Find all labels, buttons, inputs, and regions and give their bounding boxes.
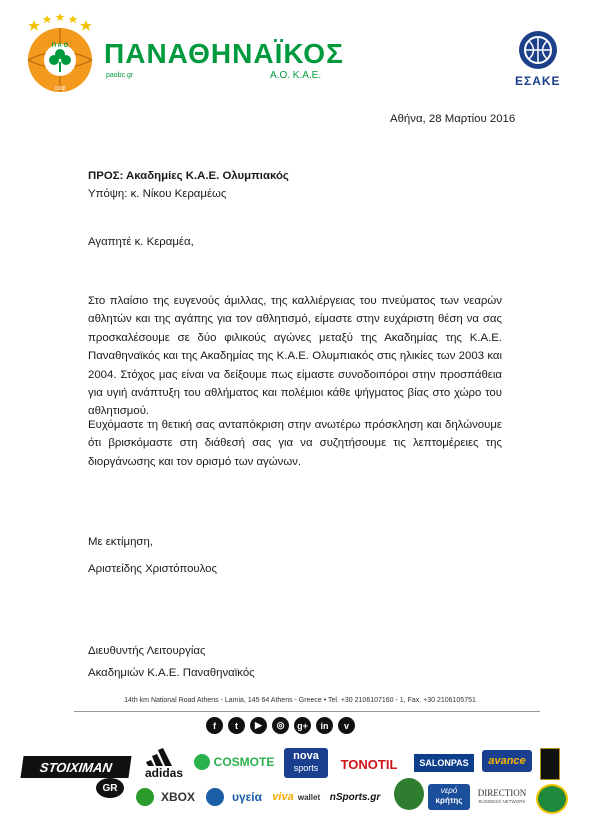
sponsor-nova-sports-logo (284, 748, 328, 778)
sponsor-nero-kritis-logo (428, 784, 470, 810)
letter-date: Αθήνα, 28 Μαρτίου 2016 (390, 113, 516, 125)
signer-title-line1: Διευθυντής Λειτουργίας (88, 645, 206, 657)
crest-year: 1908 (54, 86, 66, 92)
googleplus-icon[interactable]: g+ (294, 717, 311, 734)
sponsor-avance-logo: avance (482, 750, 532, 772)
greeting: Αγαπητέ κ. Κεραμέα, (88, 236, 194, 248)
sponsor-direction-logo (474, 788, 530, 808)
body-paragraph-1: Στο πλαίσιο της ευγενούς άμιλλας, της καλλιέργειας του πνεύματος των νεαρών αθλητών και της αγάπης για τον αθλητισμό, είμαστε στην ευχάριστη θέση να σας προσκαλέσουμε σε δύο φιλικούς αγώνες μεταξύ της Ακαδημίας της Κ.Α.Ε. Παναθηναϊκός και της Ακαδημίας της Κ.Α.Ε. Ολυμπιακός στις ηλικίες των 2003 και 2004. Στόχος μας είναι να δείξουμε πως είμαστε συνοδοιπόροι στην προσπάθεια για υγιή ανάπτυξη του αθλήματος και πολέμιοι κάθε ψήγματος βίας στο χώρο του αθλητισμού. (88, 295, 502, 418)
esake-label: ΕΣΑΚΕ (515, 74, 561, 88)
direction-label: DIRECTION (477, 788, 527, 798)
sponsor-wallet-label: wallet (297, 792, 321, 802)
facebook-icon[interactable]: f (206, 717, 223, 734)
linkedin-icon[interactable]: in (316, 717, 333, 734)
sponsor-stoiximan-logo: STOIXIMAN (20, 756, 131, 778)
business-network-label: BUSINESS NETWORK (478, 799, 526, 804)
closing: Με εκτίμηση, (88, 536, 153, 548)
kritis-label: κρήτης (435, 796, 463, 805)
sponsor-crest-logo (540, 748, 560, 780)
body-paragraph-2: Ευχόμαστε τη θετική σας ανταπόκριση στην ανωτέρω πρόσκληση και δηλώνουμε ότι βρισκόμαστε στη διάθεσή σας για να συζητήσουμε τις λεπτομέρειες της διοργάνωσης και τον ορισμό των αγώνων. (88, 419, 502, 468)
footer-address: 14th km National Road Athens - Lamia, 145 64 Athens - Greece • Tel. +30 2106107160 - 1, Fax. +30 2106105751 (124, 697, 476, 704)
sponsor-adidas-logo: adidas (144, 766, 183, 780)
cosmote-icon (194, 754, 210, 770)
signer-name: Αριστείδης Χριστόπουλος (88, 563, 217, 575)
recipient-line: ΠΡΟΣ: Ακαδημίες Κ.Α.Ε. Ολυμπιακός (88, 170, 289, 182)
twitter-icon[interactable]: t (228, 717, 245, 734)
sponsor-xbox-logo: XBOX (160, 790, 195, 804)
adidas-stripes-icon (146, 744, 180, 766)
vine-icon[interactable]: v (338, 717, 355, 734)
attention-line: Υπόψη: κ. Νίκου Κεραμέως (88, 188, 227, 200)
instagram-icon[interactable]: ◎ (272, 717, 289, 734)
nero-label: νερό (440, 786, 458, 795)
nova-label: nova (293, 750, 319, 762)
xbox-icon (136, 788, 154, 806)
crest-letters: Π Α Ο (51, 43, 69, 49)
footer-divider (74, 711, 540, 712)
sponsor-paoshop-logo (536, 784, 568, 814)
social-icons-bar (206, 717, 355, 734)
panathinaikos-crest-logo (20, 14, 100, 94)
sponsor-stoiximan-gr-badge: GR (96, 778, 124, 798)
esake-logo-icon (518, 30, 558, 70)
sponsor-ygeia-logo: υγεία (231, 790, 263, 804)
club-name: ΠΑΝΑΘΗΝΑΪΚΟΣ (104, 38, 344, 69)
youtube-icon[interactable]: ▶ (250, 717, 267, 734)
sponsor-onsports-logo: nSports.gr (329, 791, 381, 803)
sports-label: sports (293, 763, 319, 773)
sponsor-tonotil-logo: TONOTIL (340, 756, 398, 772)
sponsor-salonpas-logo: SALONPAS (414, 754, 474, 772)
club-subtitle: Α.Ο. Κ.Α.Ε. (270, 70, 322, 81)
sponsor-cosmote-logo: COSMOTE (213, 755, 275, 769)
ygeia-icon (206, 788, 224, 806)
sponsor-mascot-logo (394, 778, 424, 810)
club-url: paobc.gr (106, 72, 134, 79)
sponsor-viva-logo: viva (272, 791, 294, 803)
signer-title-line2: Ακαδημιών Κ.Α.Ε. Παναθηναϊκός (88, 667, 255, 679)
